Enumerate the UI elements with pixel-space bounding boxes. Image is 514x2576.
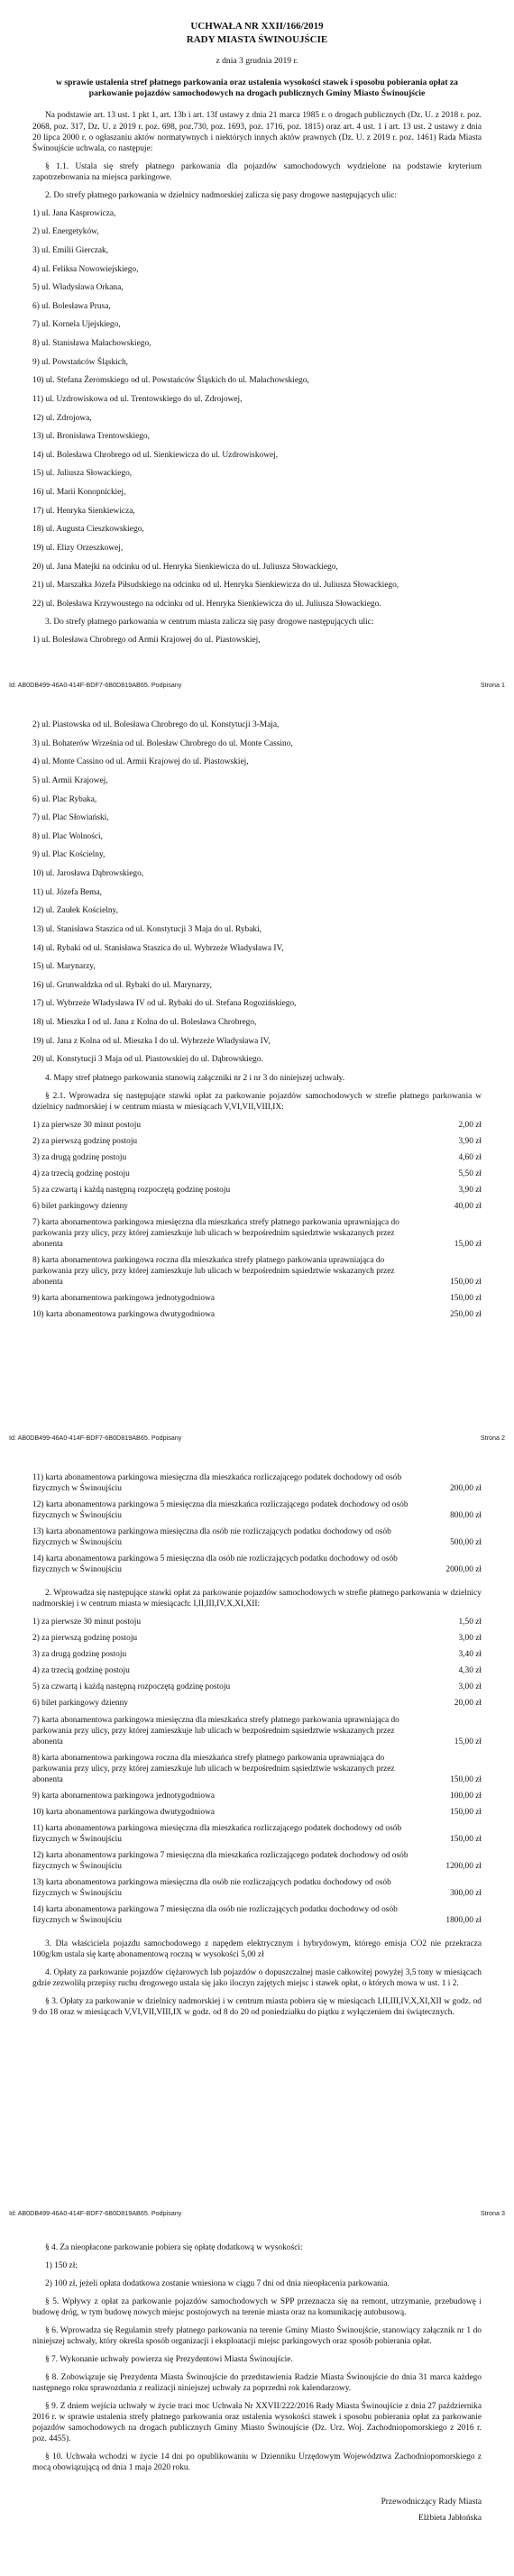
list-item: 14) ul. Bolesława Chrobrego od ul. Sienkiewicza do ul. Uzdrowiskowej, bbox=[32, 450, 279, 460]
fee-label: 8) karta abonamentowa parkingowa roczna dla mieszkańca strefy płatnego parkowania uprawniająca do parkowania przy ulicy, przy której zamieszkuje lub ulicach w bezpośrednim sąsiedztwie wskazanych przez abonenta bbox=[32, 1256, 395, 1288]
section-2-paragraph-3: 3. Dla właściciela pojazdu samochodowego z napędem elektrycznym i hybrydowym, którego emisja CO2 nie przekracza 100g/km ustala się kartę abonamentową roczną w wysokości 5,00 zł bbox=[32, 1939, 482, 1960]
table-row bbox=[32, 1823, 482, 1850]
page-number: Strona 1 bbox=[480, 681, 505, 689]
list-item: 22) ul. Bolesława Krzywoustego na odcinku od ul. Henryka Sienkiewicza do ul. Juliusza Słowackiego. bbox=[32, 599, 381, 609]
list-item: 18) ul. Mieszka I od ul. Jana z Kolna do ul. Bolesława Chrobrego, bbox=[32, 1018, 257, 1027]
fee-label: 5) za czwartą i każdą następną rozpoczętą godzinę postoju bbox=[32, 1682, 231, 1692]
section-9: § 9. Z dniem wejścia uchwały w życie traci moc Uchwała Nr XXVII/222/2016 Rady Miasta Świnoujście z dnia 27 października 2016 r. w sprawie ustalenia strefy płatnego parkowania oraz ustalenia wysokości stawek i sposobu pobierania opłat za parkowanie pojazdów samochodowych na drogach publicznych Gminy Miasto Świnoujście (Dz. Urz. Woj. Zachodniopomorskiego z 2016 r. poz. 4455). bbox=[32, 2402, 482, 2444]
list-item: 2) ul. Energetyków, bbox=[32, 227, 99, 237]
page-footer bbox=[9, 2209, 505, 2217]
list-item: 16) ul. Grunwaldzka od ul. Rybaki do ul. Marynarzy, bbox=[32, 980, 212, 990]
table-row bbox=[32, 1217, 482, 1255]
section-1-paragraph-4: 4. Mapy stref płatnego parkowania stanowią załączniki nr 2 i nr 3 do niniejszej uchwały. bbox=[45, 1073, 345, 1083]
fee-label: 4) za trzecią godzinę postoju bbox=[32, 1169, 130, 1179]
table-row bbox=[32, 1904, 482, 1931]
section-5: § 5. Wpływy z opłat za parkowanie pojazdów samochodowych w SPP przeznacza się na remont, utrzymanie, przebudowę i budowę dróg, w tym budowę nowych miejsc postojowych na terenie miasta oraz na komunikację autobusową. bbox=[32, 2297, 482, 2318]
list-item: 20) ul. Konstytucji 3 Maja od ul. Piastowskiej do ul. Dąbrowskiego. bbox=[32, 1055, 263, 1065]
list-item: 9) ul. Powstańców Śląskich, bbox=[32, 357, 128, 367]
fee-label: 1) za pierwsze 30 minut postoju bbox=[32, 1120, 142, 1130]
document-page-4 bbox=[0, 2224, 514, 2576]
fee-value: 150,00 zł bbox=[450, 1774, 482, 1784]
fee-label: 1) za pierwsze 30 minut postoju bbox=[32, 1618, 142, 1627]
fee-label: 13) karta abonamentowa parkingowa miesięczna dla osób nie rozliczających podatku dochodowy od osób fizycznych w Świnoujściu bbox=[32, 1877, 391, 1898]
table-row bbox=[32, 1526, 482, 1554]
list-item: 16) ul. Marii Konopnickiej, bbox=[32, 488, 126, 498]
fee-value: 150,00 zł bbox=[450, 1294, 482, 1304]
list-item: 10) ul. Stefana Żeromskiego od ul. Powstańców Śląskich do ul. Małachowskiego, bbox=[32, 376, 309, 386]
list-item: 7) ul. Kornela Ujejskiego, bbox=[32, 320, 121, 330]
table-row bbox=[32, 1617, 482, 1633]
fee-label: 10) karta abonamentowa parkingowa dwutygodniowa bbox=[32, 1310, 216, 1320]
fee-label: 11) karta abonamentowa parkingowa miesięczna dla mieszkańca rozliczającego podatek dochodowy od osób fizycznych w Świnoujściu bbox=[32, 1473, 402, 1494]
list-item: 5) ul. Władysława Orkana, bbox=[32, 283, 124, 293]
fee-label: 5) za czwartą i każdą następną rozpoczętą godzinę postoju bbox=[32, 1186, 231, 1196]
list-item: 13) ul. Stanisława Staszica od ul. Konstytucji 3 Maja do ul. Rybaki, bbox=[32, 924, 262, 934]
section-6: § 6. Wprowadza się Regulamin strefy płatnego parkowania na terenie Gminy Miasto Świnoujście, stanowiący załącznik nr 1 do niniejszej uchwały, który określa sposób organizacji i eksploatacji miejsc parkingowych oraz sposób pobierania opłat. bbox=[32, 2326, 482, 2347]
fee-label: 2) za pierwszą godzinę postoju bbox=[32, 1634, 138, 1644]
list-item: 14) ul. Rybaki od ul. Stanisława Staszica do ul. Wybrzeże Władysława IV, bbox=[32, 943, 284, 953]
fee-value: 3,90 zł bbox=[458, 1137, 482, 1146]
section-2-paragraph-4: 4. Opłaty za parkowanie pojazdów ciężarowych lub pojazdów o dopuszczalnej masie całkowitej powyżej 3,5 tony w miesiącach gdzie zezwoliłą przepisy ruchu drogowego ustala się jako iloczyn zajętych miejsc i stawek opłat, o których mowa w ust. 1 i 2. bbox=[32, 1968, 482, 1989]
list-item: 6) ul. Bolesława Prusa, bbox=[32, 301, 111, 311]
fee-label: 6) bilet parkingowy dzienny bbox=[32, 1699, 128, 1709]
list-item: 19) ul. Jana z Kolna od ul. Mieszka I do ul. Wybrzeże Władysława IV, bbox=[32, 1036, 271, 1046]
fee-value: 150,00 zł bbox=[450, 1278, 482, 1288]
fee-label: 14) karta abonamentowa parkingowa 7 miesięczna dla osób nie rozliczających podatku dochodowy od osób fizycznych w Świnoujściu bbox=[32, 1904, 398, 1925]
list-item: 2) ul. Piastowska od ul. Bolesława Chrobrego do ul. Konstytucji 3-Maja, bbox=[32, 720, 280, 729]
fee-value: 3,90 zł bbox=[458, 1186, 482, 1196]
fee-value: 20,00 zł bbox=[454, 1699, 482, 1709]
list-item: 10) ul. Jarosława Dąbrowskiego, bbox=[32, 869, 144, 878]
signature-block bbox=[32, 2494, 482, 2528]
page-number: Strona 3 bbox=[480, 2209, 505, 2217]
section-1-paragraph-2: 2. Do strefy płatnego parkowania w dzielnicy nadmorskiej zalicza się pasy drogowe następujących ulic: bbox=[45, 190, 397, 200]
list-item: 1) ul. Jana Kasprowicza, bbox=[32, 208, 116, 218]
fee-label: 13) karta abonamentowa parkingowa miesięczna dla osób nie rozliczających podatku dochodowy od osób fizycznych w Świnoujściu bbox=[32, 1527, 391, 1548]
fee-value: 200,00 zł bbox=[450, 1484, 482, 1494]
fee-table-summer-continued bbox=[32, 1472, 482, 1581]
list-item: 15) ul. Marynarzy, bbox=[32, 962, 96, 972]
fee-label: 12) karta abonamentowa parkingowa 5 miesięczna dla mieszkańca rozliczającego podatek dochodowy od osób fizycznych w Świnoujściu bbox=[32, 1500, 408, 1521]
table-row bbox=[32, 1877, 482, 1904]
fee-table-offseason bbox=[32, 1617, 482, 1931]
list-item: 18) ul. Augusta Cieszkowskiego, bbox=[32, 525, 144, 535]
table-row bbox=[32, 1850, 482, 1877]
fee-value: 4,30 zł bbox=[458, 1666, 482, 1676]
table-row bbox=[32, 1169, 482, 1185]
preamble: Na podstawie art. 13 ust. 1 pkt 1, art. 13b i art. 13f ustawy z dnia 21 marca 1985 r. o drogach publicznych (Dz. U. z 2018 r. poz. 2068, poz. 317, Dz. U. z 2019 r. poz. 698, poz.730, poz. 1693, poz. 1716, poz. 1815) oraz art. 4 ust. 1 i art. 13 ust. 2 ustawy z dnia 20 lipca 2000 r. o ogłaszaniu aktów normatywnych i niektórych innych aktów prawnych (Dz. U. z 2019 r. poz. 1461) Rada Miasta Świnoujście uchwala, co następuje: bbox=[32, 111, 482, 153]
fee-value: 5,50 zł bbox=[458, 1169, 482, 1179]
fee-label: 7) karta abonamentowa parkingowa miesięczna dla mieszkańca strefy płatnego parkowania uprawniająca do parkowania przy ulicy, przy której zamieszkuje lub ulicach w bezpośrednim sąsiedztwie wskazanych przez abonenta bbox=[32, 1218, 399, 1250]
table-row bbox=[32, 1136, 482, 1152]
list-item: 21) ul. Marszałka Józefa Piłsudskiego na odcinku od ul. Henryka Sienkiewicza do ul. Juliusza Słowackiego, bbox=[32, 581, 399, 591]
document-page-2 bbox=[0, 696, 514, 1449]
list-item: 5) ul. Armii Krajowej, bbox=[32, 775, 108, 785]
list-item: 7) ul. Plac Słowiański, bbox=[32, 813, 109, 823]
fee-label: 12) karta abonamentowa parkingowa 7 miesięczna dla mieszkańca rozliczającego podatek dochodowy od osób fizycznych w Świnoujściu bbox=[32, 1850, 408, 1871]
fee-value: 300,00 zł bbox=[450, 1888, 482, 1898]
fee-value: 3,40 zł bbox=[458, 1650, 482, 1660]
list-item: 6) ul. Plac Rybaka, bbox=[32, 794, 97, 804]
list-item: 11) ul. Józefa Bema, bbox=[32, 887, 102, 897]
fee-label: 6) bilet parkingowy dzienny bbox=[32, 1202, 128, 1212]
fee-label: 14) karta abonamentowa parkingowa 5 miesięczna dla osób nie rozliczających podatku dochodowy od osób fizycznych w Świnoujściu bbox=[32, 1554, 398, 1575]
fee-value: 250,00 zł bbox=[450, 1310, 482, 1320]
list-item: 3) ul. Bohaterów Września od ul. Bolesław Chrobrego do ul. Monte Cassino, bbox=[32, 738, 293, 748]
table-row bbox=[32, 1472, 482, 1499]
table-row bbox=[32, 1185, 482, 1201]
table-row bbox=[32, 1633, 482, 1649]
table-row bbox=[32, 1649, 482, 1665]
list-item: 8) ul. Plac Wolności, bbox=[32, 831, 103, 841]
section-2-paragraph-2: 2. Wprowadza się następujące stawki opłat za parkowanie pojazdów samochodowych w strefie płatnego parkowania w dzielnicy nadmorskiej i w centrum miasta w miesiącach: I,II,III,IV,X,XI,XII: bbox=[32, 1589, 482, 1609]
section-4: § 4. Za nieopłacone parkowanie pobiera się opłatę dodatkową w wysokości: bbox=[45, 2243, 303, 2252]
fee-value: 40,00 zł bbox=[454, 1202, 482, 1212]
fee-label: 3) za drugą godzinę postoju bbox=[32, 1650, 127, 1660]
signature-name: Elżbieta Jabłońska bbox=[418, 2514, 482, 2524]
fee-label: 2) za pierwszą godzinę postoju bbox=[32, 1137, 138, 1146]
resolution-date: z dnia 3 grudnia 2019 r. bbox=[216, 55, 298, 66]
list-item: 17) ul. Henryka Sienkiewicza, bbox=[32, 506, 135, 516]
list-item: 13) ul. Bronisława Trentowskiego, bbox=[32, 432, 150, 442]
fee-value: 3,00 zł bbox=[458, 1682, 482, 1692]
section-8: § 8. Zobowiązuje się Prezydenta Miasta Świnoujście do przedstawienia Radzie Miasta Świnoujście do dnia 31 marca każdego następnego roku sprawozdania z realizacji niniejszej uchwały za poprzedni rok kalendarzowy. bbox=[32, 2373, 482, 2394]
table-row bbox=[32, 1682, 482, 1698]
list-item: 12) ul. Zaułek Kościelny, bbox=[32, 906, 118, 916]
fee-label: 8) karta abonamentowa parkingowa roczna dla mieszkańca strefy płatnego parkowania uprawniająca do parkowania przy ulicy, przy której zamieszkuje lub ulicach w bezpośrednim sąsiedztwie wskazanych przez abonenta bbox=[32, 1753, 395, 1784]
list-item: 20) ul. Jana Matejki na odcinku od ul. Henryka Sienkiewicza do ul. Juliusza Słowackiego, bbox=[32, 562, 338, 572]
list-item: 12) ul. Zdrojowa, bbox=[32, 413, 92, 423]
fee-value: 1200,00 zł bbox=[445, 1861, 482, 1871]
fee-value: 100,00 zł bbox=[450, 1791, 482, 1801]
section-3: § 3. Opłaty za parkowanie w dzielnicy nadmorskiej i w centrum miasta pobiera się w miesiącach I,II,III,IV,X,XI,XII w godz. od 9 do 18 oraz w miesiącach V,VI,VII,VIII,IX w godz. od 8 do 20 od poniedziałku do piątku z wyłączeniem dni świątecznych. bbox=[32, 1997, 482, 2018]
document-page-1 bbox=[0, 0, 514, 696]
fee-value: 500,00 zł bbox=[450, 1538, 482, 1548]
list-item: 17) ul. Wybrzeże Władysława IV od ul. Rybaki do ul. Stefana Rogozińskiego, bbox=[32, 999, 297, 1009]
resolution-subject: w sprawie ustalenia stref płatnego parkowania oraz ustalenia wysokości stawek i sposobu pobierania opłat za parkowanie pojazdów samochodowych na drogach publicznych Gminy Miasto Świnoujście bbox=[56, 77, 458, 99]
table-row bbox=[32, 1152, 482, 1169]
list-item: 8) ul. Stanisława Małachowskiego, bbox=[32, 339, 151, 349]
section-1-paragraph-3: 3. Do strefy płatnego parkowania w centrum miasta zalicza się pasy drogowe następujących ulic: bbox=[45, 618, 374, 628]
zone-1-street-list bbox=[32, 208, 482, 610]
table-row bbox=[32, 1665, 482, 1682]
fee-value: 15,00 zł bbox=[454, 1240, 482, 1250]
fee-value: 150,00 zł bbox=[450, 1807, 482, 1817]
fee-table-summer bbox=[32, 1120, 482, 1325]
table-row bbox=[32, 1753, 482, 1791]
fee-label: 3) za drugą godzinę postoju bbox=[32, 1153, 127, 1163]
fee-value: 1800,00 zł bbox=[445, 1915, 482, 1925]
fee-value: 2,00 zł bbox=[458, 1120, 482, 1130]
document-id: Id: AB0DB499-46A0-414F-BDF7-6B0D819AB65. Podpisany bbox=[9, 2209, 182, 2217]
zone-2-street-list bbox=[32, 720, 482, 1065]
fee-value: 2000,00 zł bbox=[445, 1565, 482, 1575]
list-item: 1) 150 zł; bbox=[45, 2261, 78, 2271]
table-row bbox=[32, 1120, 482, 1136]
page-footer bbox=[9, 1434, 505, 1442]
signature-role: Przewodniczący Rady Miasta bbox=[381, 2497, 482, 2507]
list-item: 4) ul. Monte Cassino od ul. Armii Krajowej do ul. Piastowskiej, bbox=[32, 757, 249, 767]
table-row bbox=[32, 1293, 482, 1309]
table-row bbox=[32, 1201, 482, 1217]
table-row bbox=[32, 1255, 482, 1293]
document-id: Id: AB0DB499-46A0-414F-BDF7-6B0D819AB65. Podpisany bbox=[9, 1434, 182, 1442]
fee-value: 800,00 zł bbox=[450, 1511, 482, 1521]
fee-label: 9) karta abonamentowa parkingowa jednotygodniowa bbox=[32, 1294, 216, 1304]
fee-label: 7) karta abonamentowa parkingowa miesięczna dla mieszkańca strefy płatnego parkowania uprawniająca do parkowania przy ulicy, przy której zamieszkuje lub ulicach w bezpośrednim sąsiedztwie wskazanych przez abonenta bbox=[32, 1715, 399, 1746]
list-item: 4) ul. Feliksa Nowowiejskiego, bbox=[32, 264, 139, 274]
document-id: Id: AB0DB499-46A0-414F-BDF7-6B0D819AB65. Podpisany bbox=[9, 681, 182, 689]
table-row bbox=[32, 1807, 482, 1823]
document-page-3 bbox=[0, 1449, 514, 2224]
fee-value: 4,60 zł bbox=[458, 1153, 482, 1163]
section-7: § 7. Wykonanie uchwały powierza się Prezydentowi Miasta Świnoujście. bbox=[45, 2355, 293, 2365]
list-item: 15) ul. Juliusza Słowackiego, bbox=[32, 469, 133, 479]
table-row bbox=[32, 1698, 482, 1714]
fee-value: 15,00 zł bbox=[454, 1737, 482, 1746]
table-row bbox=[32, 1715, 482, 1753]
list-item: 19) ul. Elizy Orzeszkowej, bbox=[32, 543, 124, 553]
fee-label: 10) karta abonamentowa parkingowa dwutygodniowa bbox=[32, 1807, 216, 1817]
fee-label: 11) karta abonamentowa parkingowa miesięczna dla mieszkańca rozliczającego podatek dochodowy od osób fizycznych w Świnoujściu bbox=[32, 1823, 402, 1844]
fee-value: 1,50 zł bbox=[458, 1618, 482, 1627]
list-item: 11) ul. Uzdrowiskowa od ul. Trentowskiego do ul. Zdrojowej, bbox=[32, 394, 243, 404]
page-number: Strona 2 bbox=[480, 1434, 505, 1442]
table-row bbox=[32, 1309, 482, 1325]
fee-label: 4) za trzecią godzinę postoju bbox=[32, 1666, 130, 1676]
section-2-paragraph-1: § 2.1. Wprowadza się następujące stawki opłat za parkowanie pojazdów samochodowych w strefie płatnego parkowania w dzielnicy nadmorskiej i w centrum miasta w miesiącach V,VI,VII,VIII,IX: bbox=[32, 1091, 482, 1112]
fee-value: 3,00 zł bbox=[458, 1634, 482, 1644]
list-item: 9) ul. Plac Kościelny, bbox=[32, 850, 106, 860]
fee-value: 150,00 zł bbox=[450, 1834, 482, 1844]
list-item: 3) ul. Emilii Gierczak, bbox=[32, 245, 109, 255]
council-name: RADY MIASTA ŚWINOUJŚCIE bbox=[186, 33, 328, 45]
page-footer bbox=[9, 681, 505, 689]
table-row bbox=[32, 1499, 482, 1526]
table-row bbox=[32, 1791, 482, 1807]
section-1-paragraph-1: § 1.1. Ustala się strefy płatnego parkowania dla pojazdów samochodowych wydzielone na podstawie kryterium zapotrzebowania na miejsca parkingowe. bbox=[32, 161, 482, 182]
section-10: § 10. Uchwała wchodzi w życie 14 dni po opublikowaniu w Dzienniku Urzędowym Województwa Zachodniopomorskiego z mocą obowiązującą od dnia 1 maja 2020 roku. bbox=[32, 2452, 482, 2473]
fee-label: 9) karta abonamentowa parkingowa jednotygodniowa bbox=[32, 1791, 216, 1801]
table-row bbox=[32, 1554, 482, 1581]
resolution-number: UCHWAŁA NR XXII/166/2019 bbox=[190, 21, 324, 32]
zone-2-first-street: 1) ul. Bolesława Chrobrego od Armii Krajowej do ul. Piastowskiej, bbox=[32, 636, 261, 646]
list-item: 2) 100 zł, jeżeli opłata dodatkowa zostanie wniesiona w ciągu 7 dni od dnia nieopłacenia parkowania. bbox=[45, 2279, 390, 2289]
